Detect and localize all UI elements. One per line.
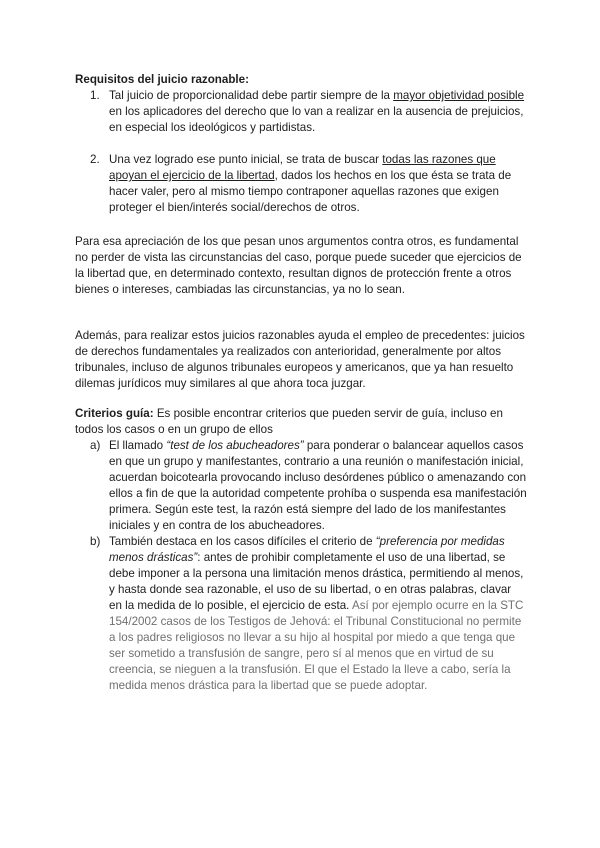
paragraph: Además, para realizar estos juicios razonables ayuda el empleo de precedentes: juicios de derechos fundamentales ya realizados con anterioridad, generalmente por altos tribunales, incluso de algunos tribunales europeos y americanos, que ya han resuelto dilemas jurídicos muy similares al que ahora toca juzgar. — [75, 329, 525, 390]
section-heading: Requisitos del juicio razonable: — [75, 73, 249, 86]
underlined-text: mayor objetividad posible — [393, 89, 525, 102]
list-item: 2. Una vez logrado ese punto inicial, se trata de buscar todas las razones que apoyan el ejercicio de la libertad, dados los hechos en los que ésta se trata de hacer valer, pero al mismo tiempo contraponer aquellas razones que exigen proteger el bien/interés social/derechos de otros. — [90, 153, 512, 214]
criteria-list — [75, 438, 527, 694]
list-marker: b) — [90, 535, 101, 548]
list-marker: a) — [90, 439, 101, 452]
list-marker: 2. — [90, 153, 100, 166]
criterios-label: Criterios guía: — [75, 407, 154, 420]
italic-term: “preferencia por medidas menos drásticas” — [109, 535, 505, 564]
list-marker: 1. — [90, 89, 100, 102]
list-item: a) El llamado “test de los abucheadores” para ponderar o balancear aquellos casos en que un grupo y manifestantes, contrario a una reunión o manifestación inicial, acuerdan boicotearla provocando incluso desórdenes público o amenazando con ellos a fin de que la autoridad competente prohíba o suspenda esa manifestación primera. Según este test, la razón está siempre del lado de los manifestantes iniciales y en contra de los abucheadores. — [90, 439, 527, 532]
underlined-text: todas las razones que apoyan el ejercicio de la libertad — [109, 153, 496, 182]
example-text: Así por ejemplo ocurre en la STC 154/2002 casos de los Testigos de Jehová: el Tribunal Constitucional no permite a los padres religiosos no llevar a su hijo al hospital por miedo a que tenga que ser sometido a transfusión de sangre, pero sí al menos que en virtud de su creencia, se nieguen a la transfusión. El que el Estado la lleve a cabo, sería la medida menos drástica para la libertad que se puede adoptar. — [109, 599, 524, 692]
list-item: 1. Tal juicio de proporcionalidad debe partir siempre de la mayor objetividad posible en los aplicadores del derecho que lo van a realizar en la ausencia de prejuicios, en especial los ideológicos y partidistas. — [90, 89, 525, 134]
list-item: b) También destaca en los casos difíciles el criterio de “preferencia por medidas menos drásticas”: antes de prohibir completamente el uso de una libertad, se debe imponer a la persona una limitación menos drástica, permitiendo al menos, y hasta donde sea razonable, el uso de su libertad, o en otras palabras, clavar en la medida de lo posible, el ejercicio de esta. Así por ejemplo ocurre en la STC 154/2002 casos de los Testigos de Jehová: el Tribunal Constitucional no permite a los padres religiosos no llevar a su hijo al hospital por miedo a que tenga que ser sometido a transfusión de sangre, pero sí al menos que en virtud de su creencia, se nieguen a la transfusión. El que el Estado la lleve a cabo, sería la medida menos drástica para la libertad que se puede adoptar. — [90, 535, 524, 692]
requirements-list — [75, 88, 527, 216]
italic-term: “test de los abucheadores” — [166, 439, 304, 452]
criterios-intro: Criterios guía: Es posible encontrar criterios que pueden servir de guía, incluso en todos los casos o en un grupo de ellos — [75, 407, 503, 436]
paragraph: Para esa apreciación de los que pesan unos argumentos contra otros, es fundamental no perder de vista las circunstancias del caso, porque puede suceder que ejercicios de la libertad que, en determinado contexto, resultan dignos de protección frente a otros bienes o intereses, cambiadas las circunstancias, ya no lo sean. — [75, 235, 522, 296]
